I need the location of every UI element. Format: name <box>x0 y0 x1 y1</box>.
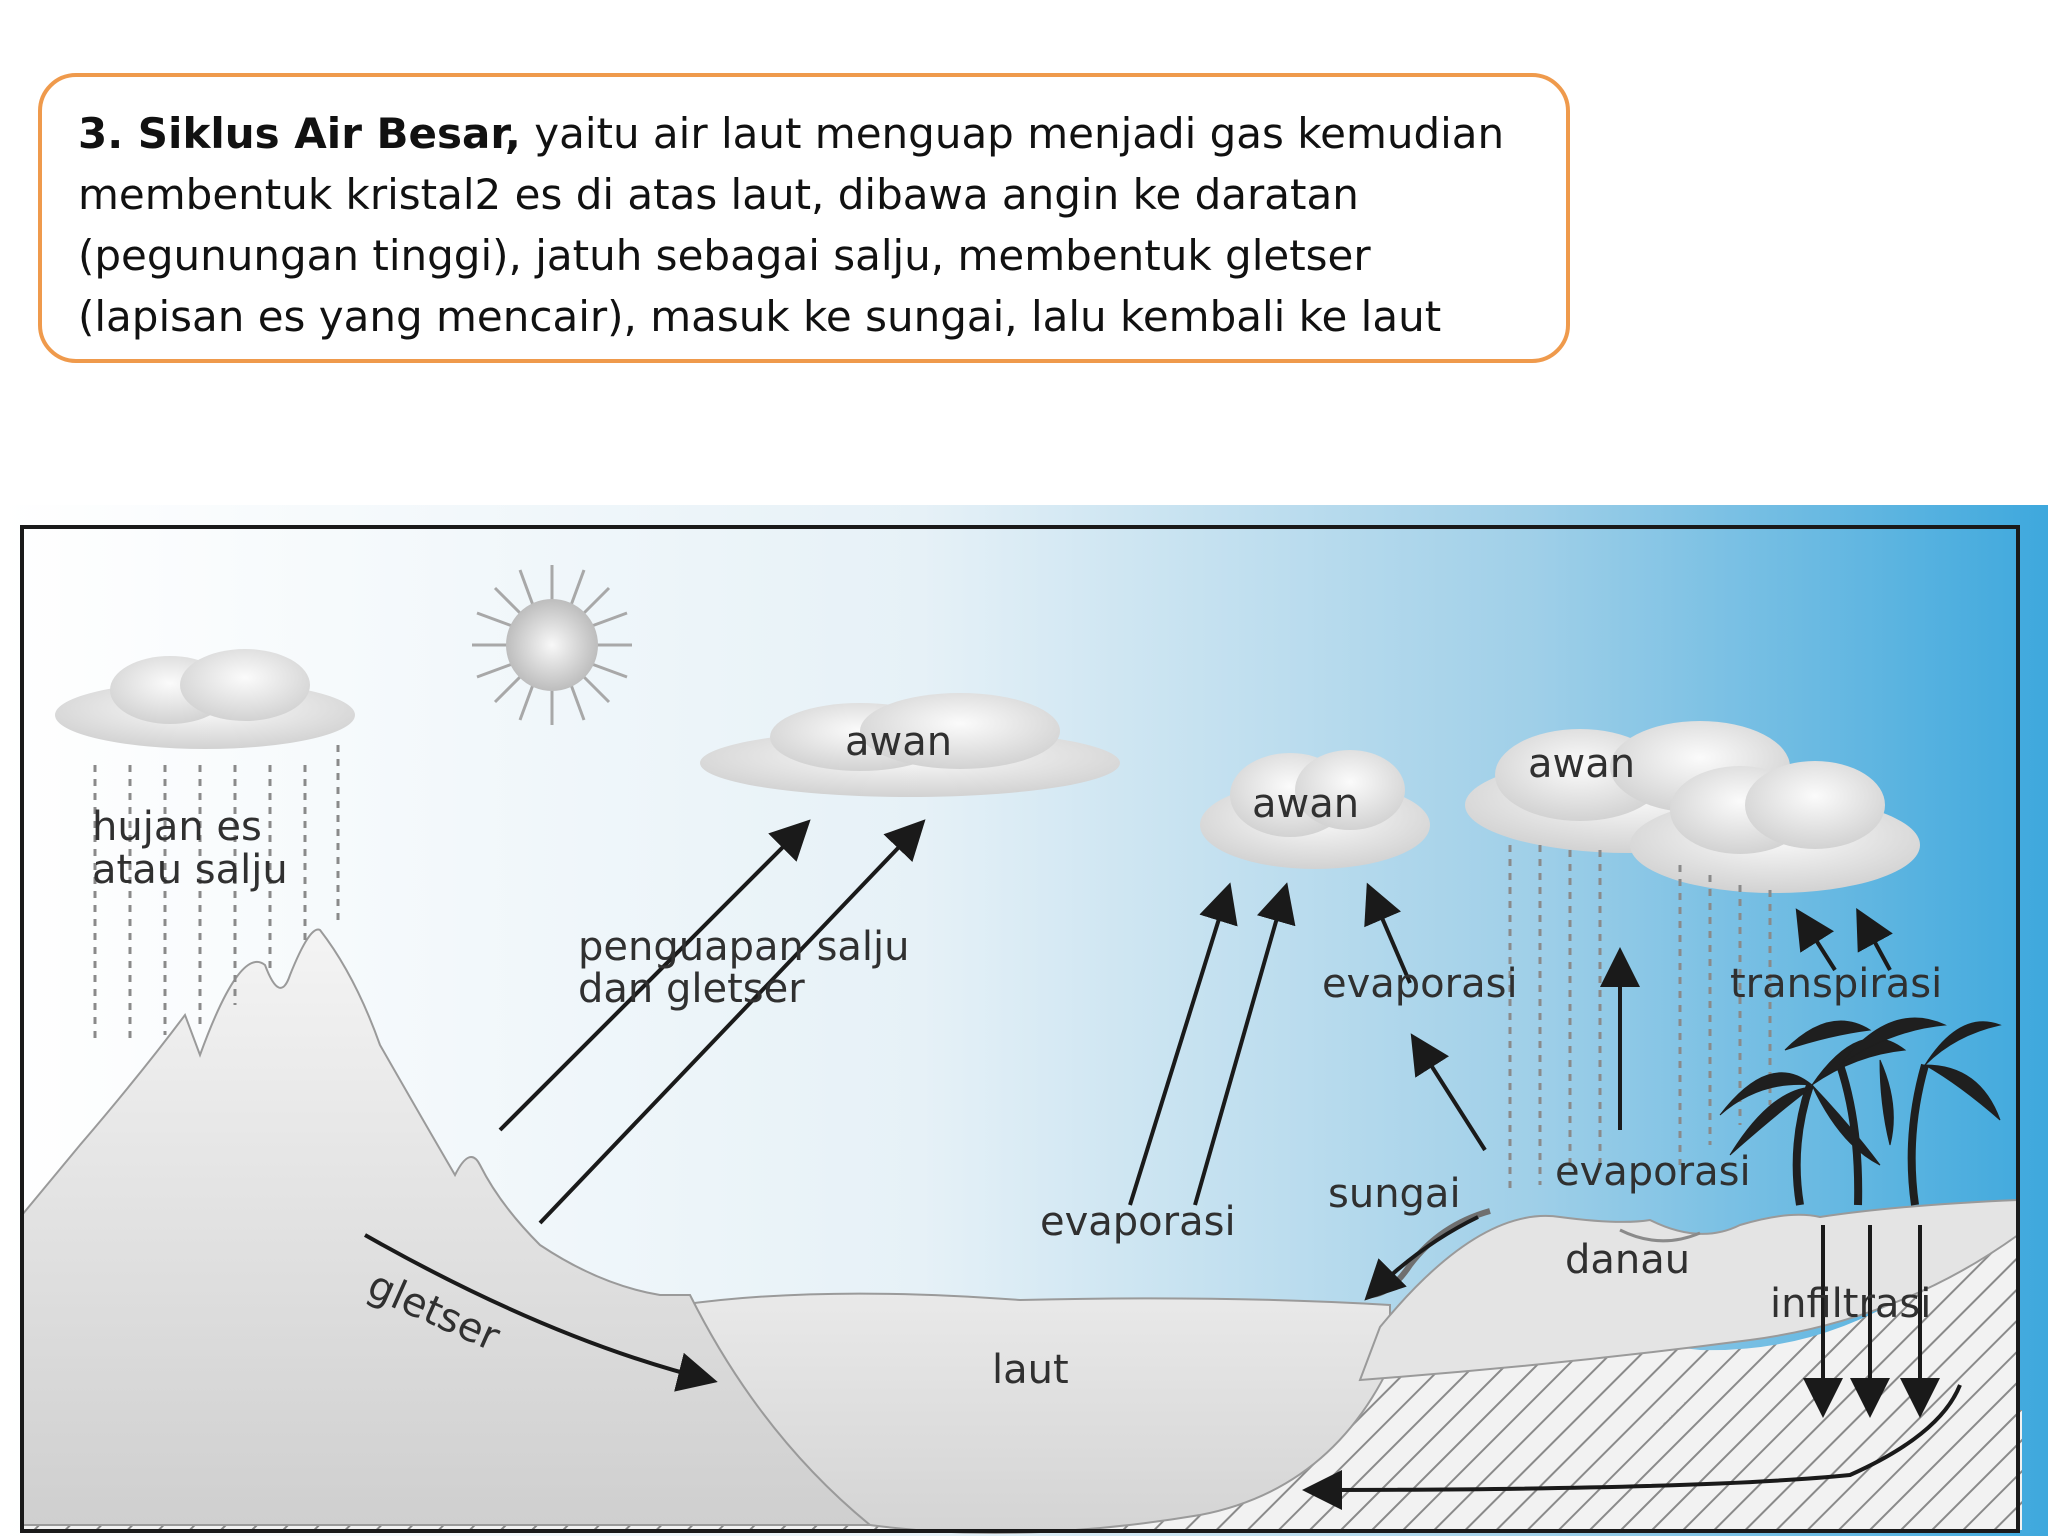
water-cycle-diagram <box>0 505 2048 1536</box>
description-box <box>38 73 1570 363</box>
label-sublimation-line2: dan gletser <box>578 966 805 1012</box>
label-river: sungai <box>1328 1171 1461 1217</box>
label-snow-line1: hujan es <box>92 804 262 850</box>
label-lake: danau <box>1565 1237 1691 1283</box>
description-title: 3. Siklus Air Besar, <box>78 109 521 158</box>
description-body: yaitu air laut menguap menjadi gas kemudian membentuk kristal2 es di atas laut, dibawa angin ke daratan (pegunungan tinggi), jatuh sebagai salju, membentuk gletser (lapisan es yang mencair), masuk ke sungai, lalu kembali ke laut <box>78 109 1505 341</box>
label-evaporation-lake: evaporasi <box>1555 1149 1751 1195</box>
sun-icon <box>472 565 632 725</box>
label-transpiration: transpirasi <box>1730 961 1943 1007</box>
label-evaporation-sea: evaporasi <box>1040 1199 1236 1245</box>
label-cloud-center: awan <box>845 719 953 765</box>
label-sublimation-line1: penguapan salju <box>578 924 910 970</box>
label-cloud-mid: awan <box>1252 781 1360 827</box>
label-cloud-right: awan <box>1528 741 1636 787</box>
label-sea: laut <box>992 1347 1069 1393</box>
label-glacier: gletser <box>360 1262 507 1361</box>
label-infiltration: infiltrasi <box>1770 1281 1932 1327</box>
label-snow-line2: atau salju <box>92 847 288 893</box>
label-evaporation-river: evaporasi <box>1322 961 1518 1007</box>
